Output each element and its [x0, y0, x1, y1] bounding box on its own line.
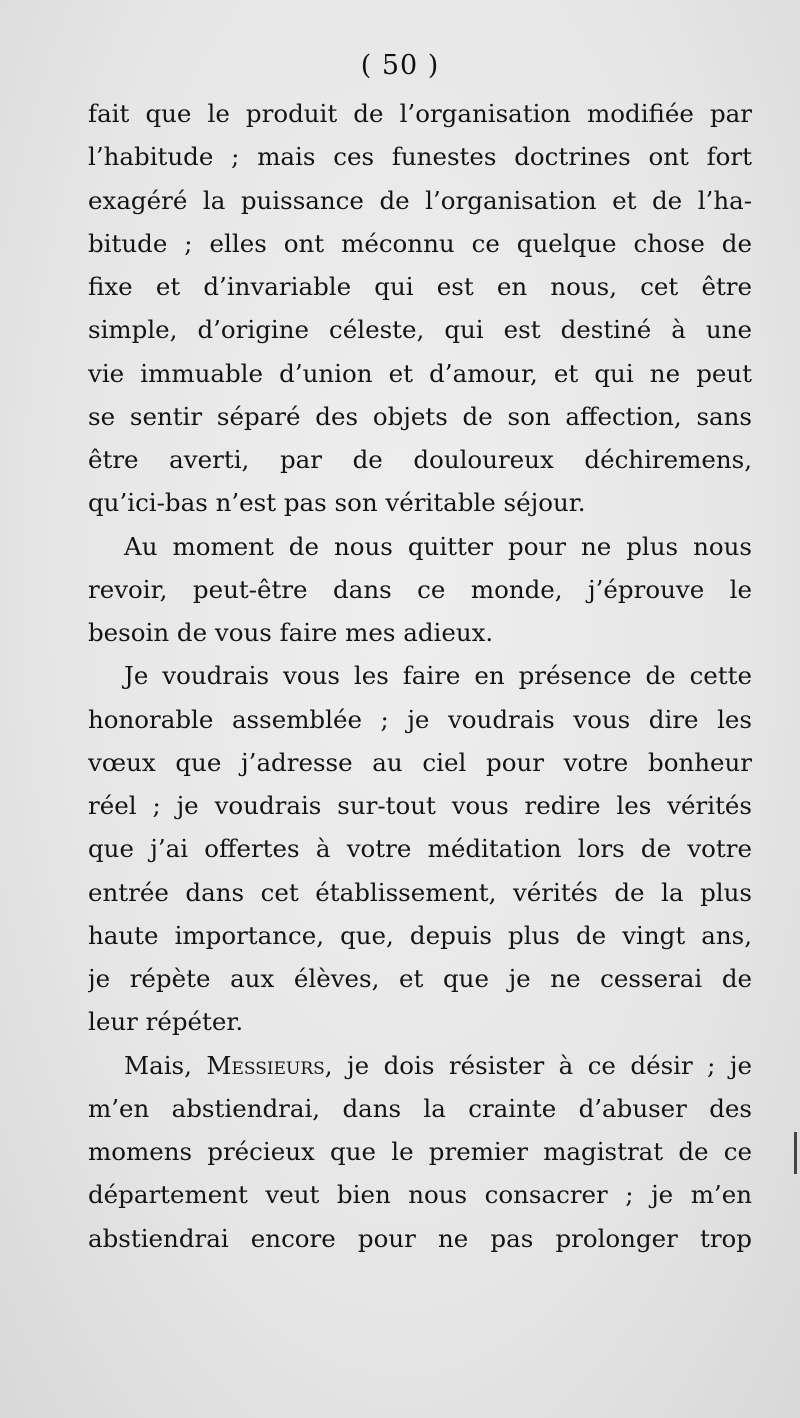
text-line: simple, d’origine céleste, qui est destiné à une: [88, 315, 752, 345]
text-line: vie immuable d’union et d’amour, et qui ne peut: [88, 358, 752, 388]
page-edge-mark: [794, 1132, 797, 1174]
text-line: haute importance, que, depuis plus de vingt ans,: [88, 920, 752, 950]
text-line: l’habitude ; mais ces funestes doctrines ont fort: [88, 142, 752, 172]
text-line: honorable assemblée ; je voudrais vous dire les: [88, 704, 752, 734]
text-line: entrée dans cet établissement, vérités de la plus: [88, 877, 752, 907]
line-text-segment: Mais,: [124, 1050, 207, 1080]
text-line: bitude ; elles ont méconnu ce quelque chose de: [88, 228, 752, 258]
text-line: momens précieux que le premier magistrat de ce: [88, 1137, 752, 1166]
text-line: revoir, peut-être dans ce monde, j’éprouve le: [88, 574, 752, 604]
small-caps-word: Messieurs: [206, 1050, 325, 1080]
text-line: m’en abstiendrai, dans la crainte d’abuser des: [88, 1093, 752, 1123]
text-line: que j’ai offertes à votre méditation lors de votre: [88, 834, 752, 864]
text-line: vœux que j’adresse au ciel pour votre bonheur: [88, 747, 752, 777]
text-line: qu’ici-bas n’est pas son véritable séjour.: [88, 488, 586, 518]
text-line: [88, 1044, 752, 1087]
body-text: [88, 92, 752, 1260]
text-line: fait que le produit de l’organisation modifiée par: [88, 99, 752, 128]
text-line: Au moment de nous quitter pour ne plus nous: [124, 531, 752, 561]
text-line: réel ; je voudrais sur-tout vous redire les vérités: [88, 791, 752, 820]
text-line: abstiendrai encore pour ne pas prolonger trop: [88, 1223, 752, 1253]
text-line: leur répéter.: [88, 1007, 244, 1037]
text-line: Je voudrais vous les faire en présence de cette: [124, 661, 752, 691]
text-line: se sentir séparé des objets de son affection, sans: [88, 401, 752, 431]
text-line: je répète aux élèves, et que je ne cesserai de: [88, 964, 752, 993]
text-line: être averti, par de douloureux déchiremens,: [88, 445, 752, 474]
text-line: besoin de vous faire mes adieux.: [88, 618, 494, 647]
line-text-segment: , je dois résister à ce désir ; je: [324, 1050, 752, 1080]
text-line: département veut bien nous consacrer ; je m’en: [88, 1180, 752, 1210]
text-line: fixe et d’invariable qui est en nous, cet être: [88, 272, 752, 301]
text-line: exagéré la puissance de l’organisation et de l’ha-: [88, 185, 752, 215]
page-number: ( 50 ): [360, 50, 440, 81]
